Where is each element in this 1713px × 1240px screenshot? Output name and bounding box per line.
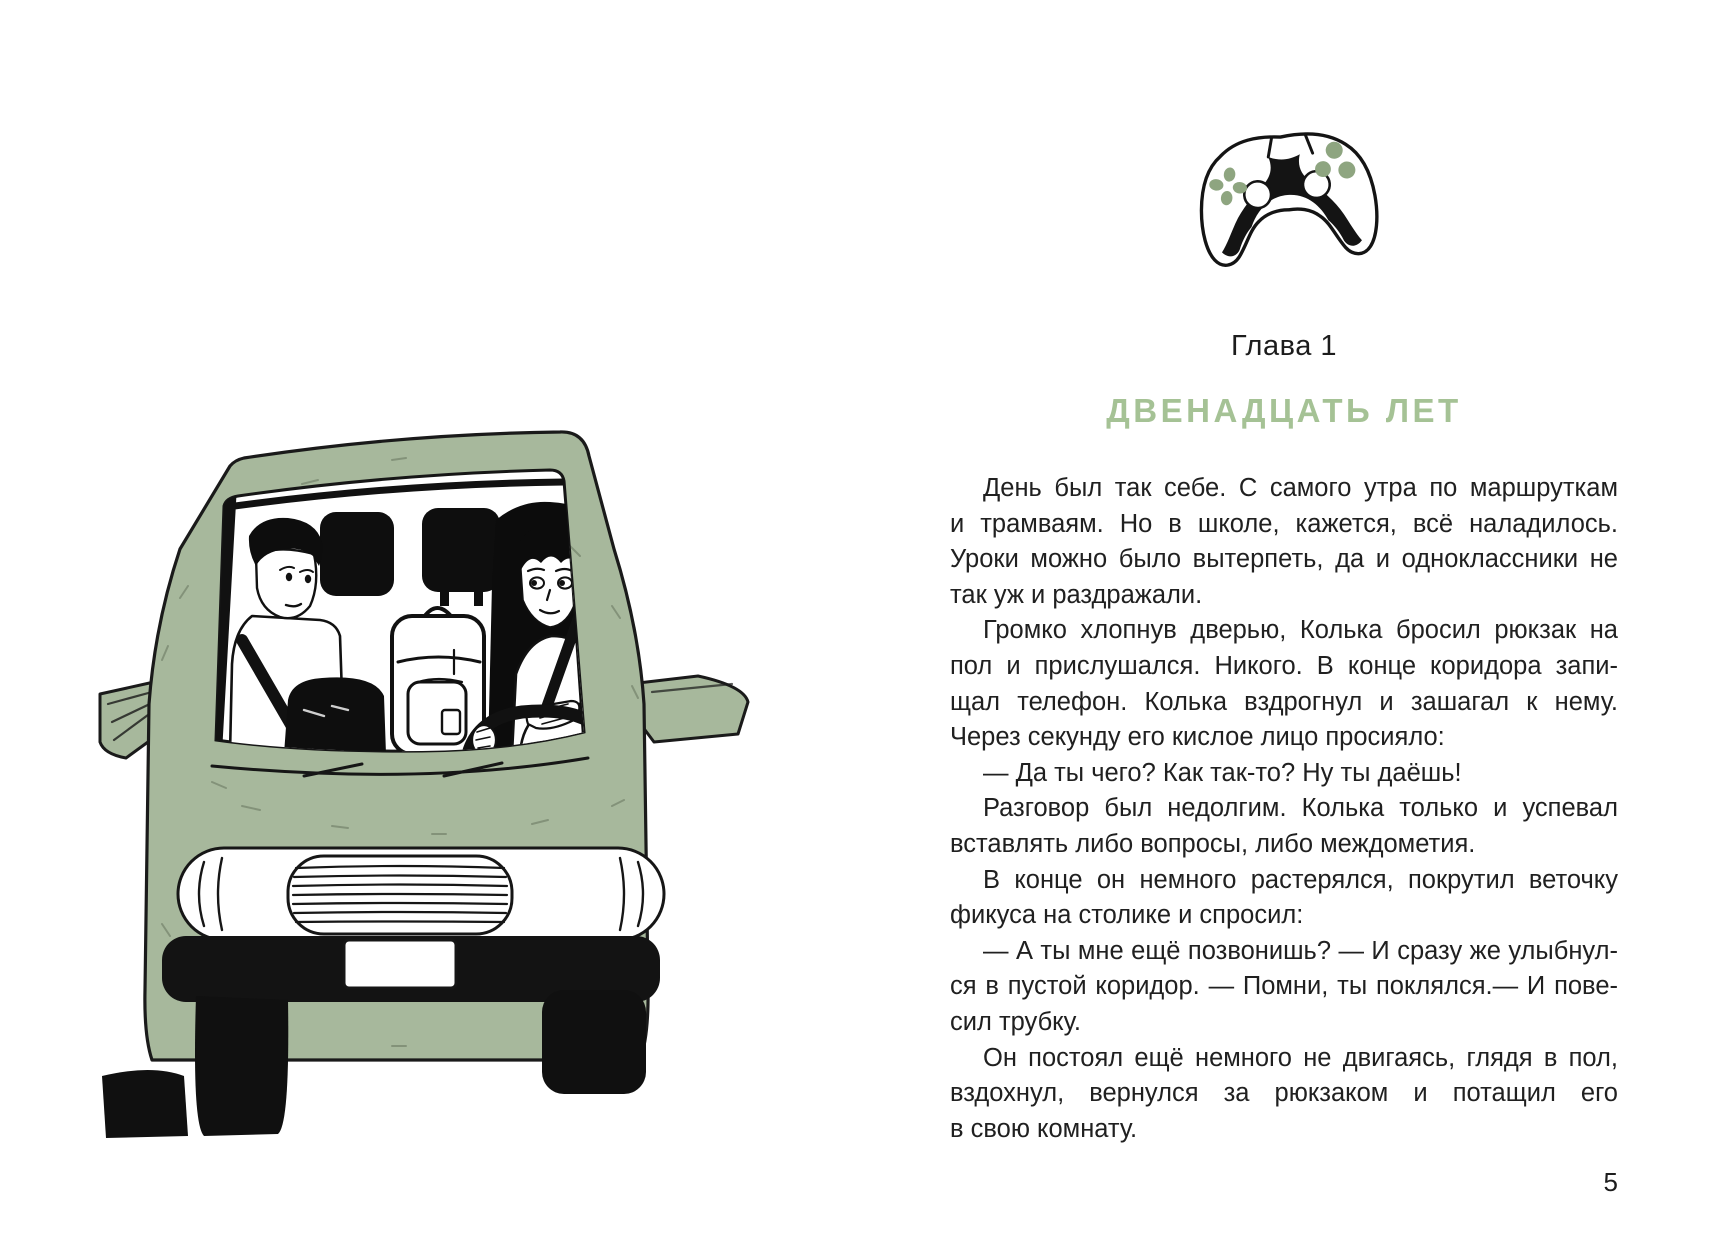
minivan-drawing <box>92 424 752 1164</box>
van-illustration <box>92 424 752 1164</box>
left-stick <box>1243 180 1272 209</box>
backpack <box>392 608 484 754</box>
text-line: сил трубку. <box>950 1007 1081 1036</box>
body-text <box>950 471 1618 1147</box>
text-line: вздохнул, вернулся за рюкзаком и потащил его <box>950 1079 1618 1108</box>
text-line: вставлять либо вопросы, либо междометия. <box>950 829 1476 858</box>
license-plate <box>344 940 456 988</box>
text-column <box>950 0 1618 1240</box>
page-number: 5 <box>1603 1167 1618 1197</box>
text-line: пол и прислушался. Никого. В конце коридора запи- <box>950 651 1618 680</box>
text-line: Громко хлопнув дверью, Колька бросил рюкзак на <box>983 616 1618 645</box>
text-line: фикуса на столике и спросил: <box>950 901 1304 930</box>
chapter-title: ДВЕНАДЦАТЬ ЛЕТ <box>1106 392 1462 429</box>
front-grille <box>178 848 664 940</box>
game-controller-icon <box>1194 122 1382 274</box>
text-line: В конце он немного растерялся, покрутил веточку <box>983 865 1618 894</box>
text-line: День был так себе. С самого утра по маршруткам <box>983 474 1618 502</box>
gamepad-drawing <box>1194 122 1382 274</box>
text-line: — Да ты чего? Как так-то? Ну ты даёшь! <box>983 758 1462 787</box>
text-line: — А ты мне ещё позвонишь? — И сразу же улыбнул- <box>983 936 1618 965</box>
text-line: и трамваям. Но в школе, кажется, всё наладилось. <box>950 509 1618 538</box>
text-line: Через секунду его кислое лицо просияло: <box>950 723 1445 752</box>
front-seat <box>284 677 386 754</box>
text-line: щал телефон. Колька вздрогнул и зашагал к нему. <box>950 687 1618 716</box>
text-line: так уж и раздражали. <box>950 580 1203 609</box>
text-line: ся в пустой коридор. — Помни, ты поклялся.— И пове- <box>950 972 1618 1001</box>
text-line: Он постоял ещё немного не двигаясь, глядя в пол, <box>983 1043 1618 1072</box>
text-line: в свою комнату. <box>950 1114 1138 1143</box>
text-line: Разговор был недолгим. Колька только и успевал <box>983 794 1618 823</box>
chapter-label: Глава 1 <box>1230 330 1338 362</box>
text-line: Уроки можно было вытерпеть, да и одноклассники не <box>950 545 1618 574</box>
